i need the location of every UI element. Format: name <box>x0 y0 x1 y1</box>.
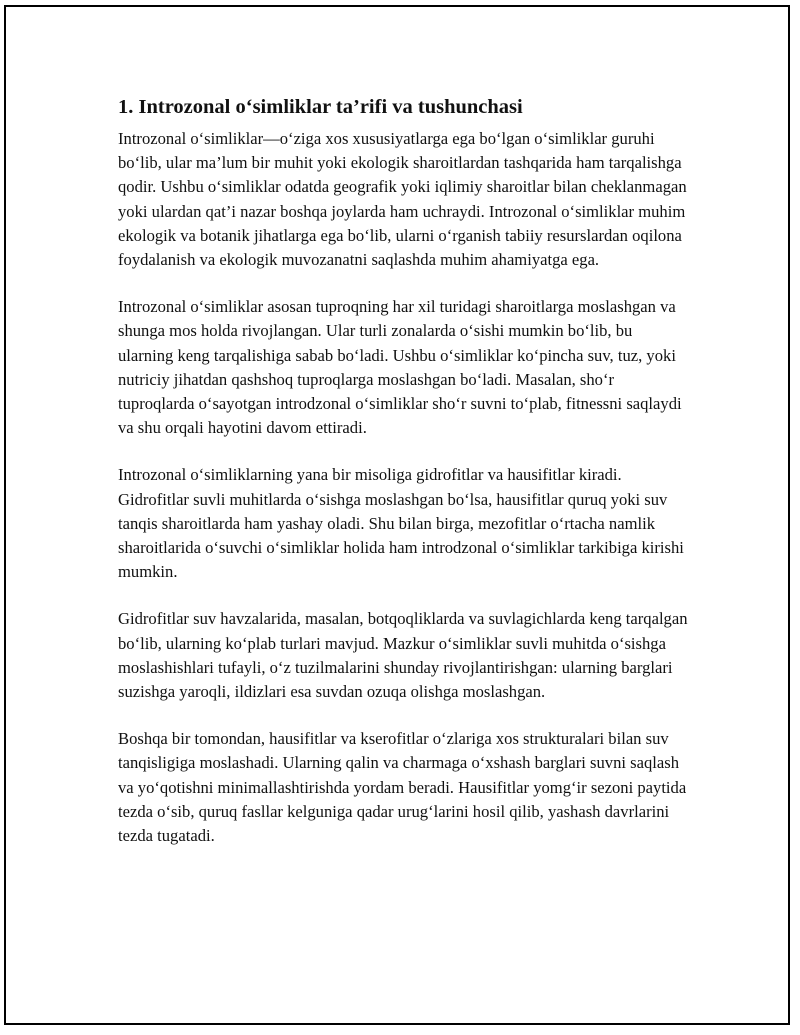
paragraph-4: Gidrofitlar suv havzalarida, masalan, botqoqliklarda va suvlagichlarda keng tarqalgan bo‘lib, ularning ko‘plab turlari mavjud. Mazkur o‘simliklar suvli muhitda o‘sishga moslashishlari tufayli, o‘z tuzilmalarini shunday rivojlantirishgan: ularning barglari suzishga yaroqli, ildizlari esa suvdan ozuqa olishga moslashgan. <box>118 609 688 702</box>
document-body <box>118 93 688 871</box>
paragraph-3: Introzonal o‘simliklarning yana bir misoliga gidrofitlar va hausifitlar kiradi. Gidrofitlar suvli muhitlarda o‘sishga moslashgan bo‘lsa, hausifitlar quruq yoki suv tanqis sharoitlarda ham yashay oladi. Shu bilan birga, mezofitlar o‘rtacha namlik sharoitlarida o‘suvchi o‘simliklar holida ham introdzonal o‘simliklar tarkibiga kirishi mumkin. <box>118 465 684 582</box>
paragraph-1: Introzonal o‘simliklar—o‘ziga xos xususiyatlarga ega bo‘lgan o‘simliklar guruhi bo‘lib, ular ma’lum bir muhit yoki ekologik sharoitlardan tashqarida ham tarqalishga qodir. Ushbu o‘simliklar odatda geografik yoki iqlimiy sharoitlar bilan cheklanmagan yoki ulardan qat’i nazar boshqa joylarda ham uchraydi. Introzonal o‘simliklar muhim ekologik va botanik jihatlarga ega bo‘lib, ularni o‘rganish tabiiy resurslardan oqilona foydalanish va ekologik muvozanatni saqlashda muhim ahamiyatga ega. <box>118 129 687 270</box>
section-title: 1. Introzonal o‘simliklar ta’rifi va tushunchasi <box>118 96 523 118</box>
paragraph-5: Boshqa bir tomondan, hausifitlar va kserofitlar o‘zlariga xos strukturalari bilan suv tanqisligiga moslashadi. Ularning qalin va charmaga o‘xshash barglari suvni saqlash va yo‘qotishni minimallashtirishda yordam beradi. Hausifitlar yomg‘ir sezoni paytida tezda o‘sib, quruq fasllar kelguniga qadar urug‘larini hosil qilib, yashash davrlarini tezda tugatadi. <box>118 729 687 846</box>
paragraph-2: Introzonal o‘simliklar asosan tuproqning har xil turidagi sharoitlarga moslashgan va shunga mos holda rivojlangan. Ular turli zonalarda o‘sishi mumkin bo‘lib, bu ularning keng tarqalishiga sabab bo‘ladi. Ushbu o‘simliklar ko‘pincha suv, tuz, yoki nutriciy jihatdan qashshoq tuproqlarga moslashgan bo‘ladi. Masalan, sho‘r tuproqlarda o‘sayotgan introdzonal o‘simliklar sho‘r suvni to‘plab, fitnessni saqlaydi va shu orqali hayotini davom ettiradi. <box>118 297 682 438</box>
